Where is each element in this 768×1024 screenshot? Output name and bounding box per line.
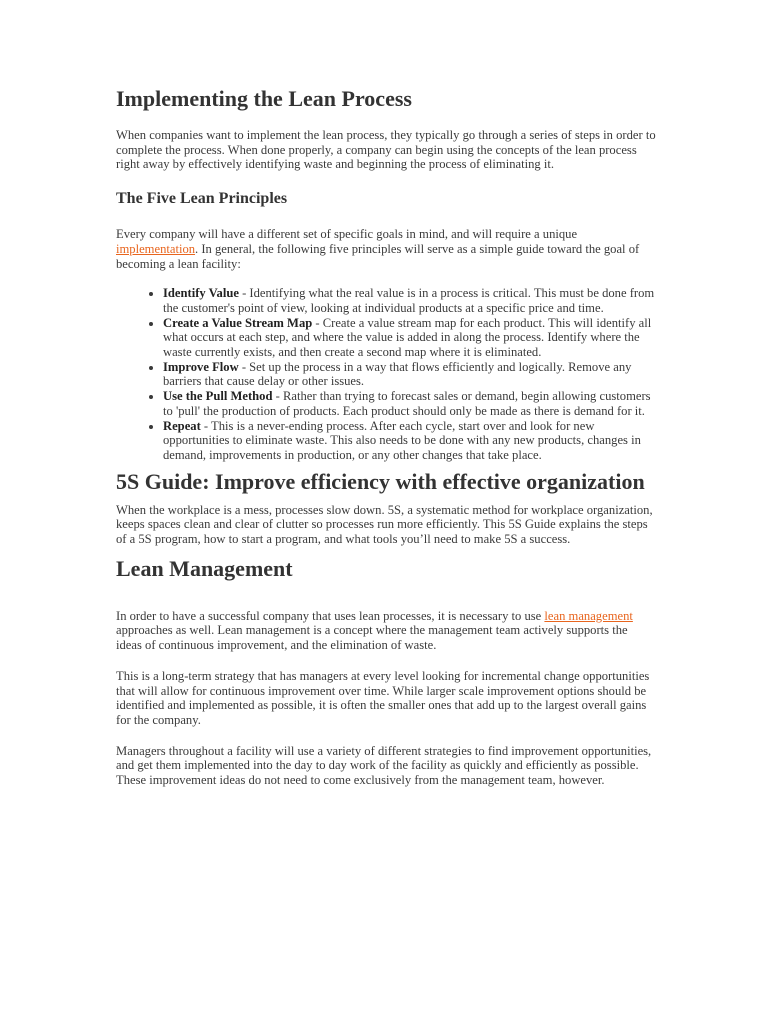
management-paragraph-1 <box>116 609 656 653</box>
principle-text: - Rather than trying to forecast sales or demand, begin allowing customers to 'pull' the production of products. Each product should only be made as there is demand for it. <box>163 389 651 418</box>
implementation-link[interactable]: implementation <box>116 241 196 256</box>
management-text: In order to have a successful company that uses lean processes, it is necessary to use <box>116 608 545 623</box>
document-page <box>116 86 656 788</box>
principles-list <box>116 286 656 462</box>
lean-management-link[interactable]: lean management <box>544 608 633 623</box>
principles-intro-paragraph <box>116 227 656 271</box>
principles-heading: The Five Lean Principles <box>116 190 288 208</box>
guide-heading: 5S Guide: Improve efficiency with effective organization <box>116 468 645 494</box>
principle-term: Use the Pull Method <box>163 389 273 404</box>
guide-paragraph: When the workplace is a mess, processes slow down. 5S, a systematic method for workplace organization, keeps spaces clean and clear of clutter so processes run more efficiently. This 5S Guide explains the steps of a 5S program, how to start a program, and what tools you’ll need to make 5S a success. <box>116 502 653 547</box>
principle-text: - Identifying what the real value is in a process is critical. This must be done from the customer's point of view, looking at individual products at a specific price and time. <box>163 286 655 315</box>
list-item <box>163 286 656 315</box>
principle-text: - Create a value stream map for each product. This will identify all what occurs at each step, and where the value is added in along the process. Identify where the waste currently exists, and then create a second map where it is eliminated. <box>163 315 652 360</box>
principles-intro-text-cont: . In general, the following five principles will serve as a simple guide toward the goal of becoming a lean facility: <box>116 241 640 271</box>
management-paragraph-2: This is a long-term strategy that has managers at every level looking for incremental change opportunities that will allow for continuous improvement over time. While larger scale improvement options should be identified and implemented as possible, it is often the smaller ones that add up to the largest overall gains for the company. <box>116 668 650 727</box>
list-item <box>163 316 656 360</box>
intro-paragraph: When companies want to implement the lean process, they typically go through a series of steps in order to complete the process. When done properly, a company can begin using the concepts of the lean process right away by effectively identifying waste and beginning the process of eliminating it. <box>116 128 656 172</box>
management-heading: Lean Management <box>116 555 293 581</box>
management-paragraph-3: Managers throughout a facility will use a variety of different strategies to find improvement opportunities, and get them implemented into the day to day work of the facility as quickly and efficiently as possible. These improvement ideas do not need to come exclusively from the management team, however. <box>116 743 652 788</box>
list-item <box>163 389 656 418</box>
principle-term: Create a Value Stream Map <box>163 315 313 330</box>
principle-text: - Set up the process in a way that flows efficiently and logically. Remove any barriers that cause delay or other issues. <box>163 359 632 389</box>
principle-text: - This is a never-ending process. After each cycle, start over and look for new opportunities to eliminate waste. This also needs to be done with any new products, changes in demand, improvements in production, or any other changes that take place. <box>163 418 641 462</box>
principles-intro-text: Every company will have a different set of specific goals in mind, and will require a unique <box>116 227 578 242</box>
principle-term: Repeat <box>163 418 201 433</box>
management-text-cont: approaches as well. Lean management is a concept where the management team actively supports the ideas of continuous improvement, and the elimination of waste. <box>116 623 628 653</box>
list-item <box>163 360 656 389</box>
principle-term: Identify Value <box>163 286 239 301</box>
principle-term: Improve Flow <box>163 359 239 374</box>
page-title: Implementing the Lean Process <box>116 86 412 111</box>
list-item <box>163 419 656 463</box>
